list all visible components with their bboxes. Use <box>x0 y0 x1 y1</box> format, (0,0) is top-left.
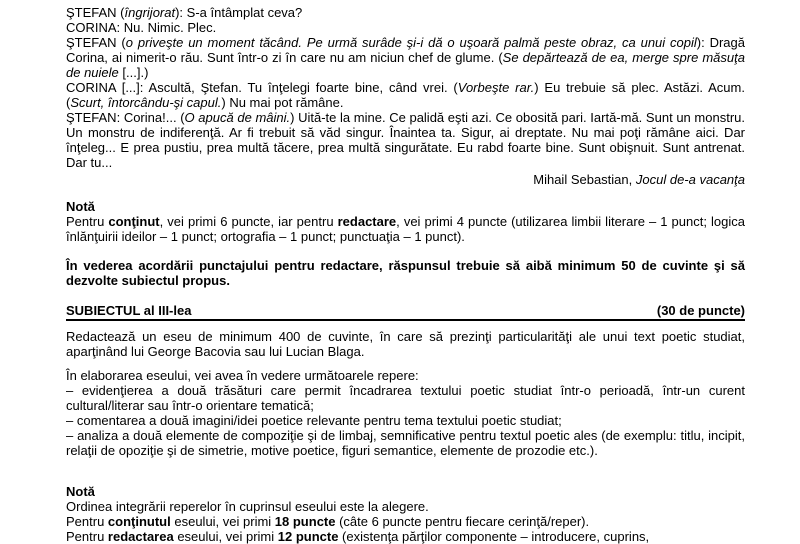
repere-intro: În elaborarea eseului, vei avea în vedere următoarele repere: <box>66 368 419 383</box>
dialogue-paragraph: CORINA: Nu. Nimic. Plec. <box>66 20 217 35</box>
subject3-header <box>66 303 745 321</box>
redaction-requirement: În vederea acordării punctajului pentru redactare, răspunsul trebuie să aibă minimum 50 de cuvinte şi să dezvolte subiectul propus. <box>66 258 745 288</box>
dialogue-excerpt <box>66 5 745 187</box>
note-heading: Notă <box>66 199 95 214</box>
subject3-title: SUBIECTUL al III-lea <box>66 303 192 318</box>
reper-item: – evidenţierea a două trăsături care permit încadrarea textului poetic studiat într-o perioadă, într-un curent cultural/literar sau într-o orientare tematică; <box>66 383 745 413</box>
reper-item: – comentarea a două imagini/idei poetice relevante pentru tema textului poetic studiat; <box>66 413 562 428</box>
attribution-line: Mihail Sebastian, Jocul de-a vacanţa <box>533 172 745 187</box>
note-order-line: Ordinea integrării reperelor în cuprinsul eseului este la alegere. <box>66 499 429 514</box>
dialogue-paragraph: ŞTEFAN: Corina!... (O apucă de mâini.) Uită-te la mine. Ce palidă eşti azi. Ce obosită pari. Iartă-mă. Sunt un monstru. Un monstru de indiferenţă. Ar fi trebuit să văd singur. Înaintea ta. Sigur, ai dreptate. Nu mai poţi rămâne aici. Dar înţeleg... E prea pustiu, prea multă tăcere, prea multă singurătate. Eu rabd foarte bine. Sunt obişnuit. Sunt antrenat. Dar tu... <box>66 110 745 170</box>
reper-item: – analiza a două elemente de compoziţie şi de limbaj, semnificative pentru textul poetic ales (de exemplu: titlu, incipit, relaţii de opoziţie şi de simetrie, motive poetice, figuri semantice, elemente de prozodie etc.). <box>66 428 745 458</box>
note-redaction-points-line-clipped: Pentru redactarea eseului, vei primi 12 puncte (existenţa părţilor componente – introducere, cuprins, <box>66 529 650 544</box>
note-heading: Notă <box>66 484 95 499</box>
dialogue-paragraph: ŞTEFAN (o priveşte un moment tăcând. Pe urmă surâde şi-i dă o uşoară palmă peste obraz, ca unui copil): Dragă Corina, ai nimerit-o rău. Sunt într-o zi în care nu am niciun chef de glume. (Se depărtează de ea, merge spre măsuţa de nuiele [...].) <box>66 35 745 80</box>
dialogue-paragraph: CORINA [...]: Ascultă, Ştefan. Tu înţelegi foarte bine, când vrei. (Vorbeşte rar.) Eu trebuie să plec. Astăzi. Acum. (Scurt, întorcându-şi capul.) Nu mai pot rămâne. <box>66 80 745 110</box>
note-section-2 <box>66 484 745 544</box>
note-section-1 <box>66 199 745 288</box>
subject3-points: (30 de puncte) <box>656 303 745 318</box>
essay-task: Redactează un eseu de minimum 400 de cuvinte, în care să prezinţi particularităţi ale unui text poetic studiat, aparţinând lui George Bacovia sau lui Lucian Blaga. <box>66 329 745 359</box>
note-content-points-line: Pentru conţinutul eseului, vei primi 18 puncte (câte 6 puncte pentru fiecare cerinţă/reper). <box>66 514 590 529</box>
note-body: Pentru conţinut, vei primi 6 puncte, iar pentru redactare, vei primi 4 puncte (utilizarea limbii literare – 1 punct; logica înlănţuirii ideilor – 1 punct; ortografia – 1 punct; punctuaţia – 1 punct). <box>66 214 745 244</box>
dialogue-paragraph: ŞTEFAN (îngrijorat): S-a întâmplat ceva? <box>66 5 303 20</box>
subject3-body <box>66 329 745 458</box>
